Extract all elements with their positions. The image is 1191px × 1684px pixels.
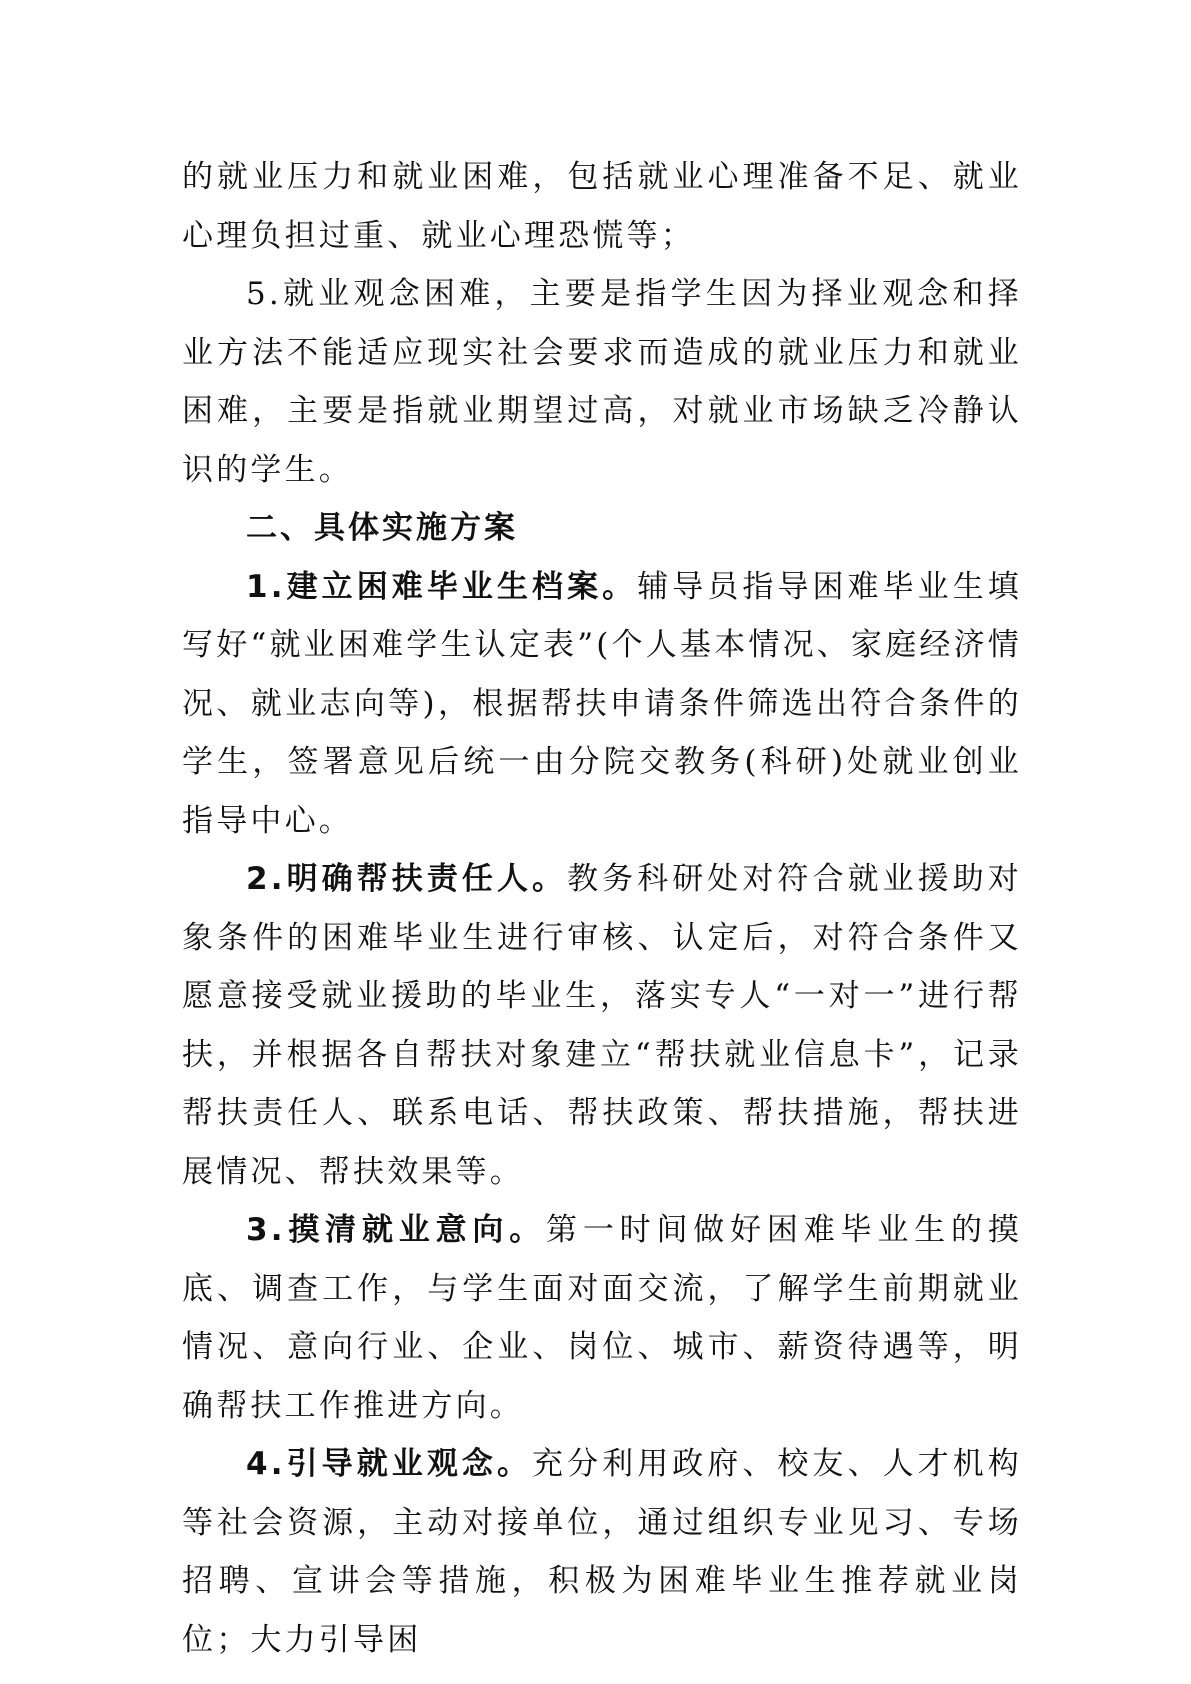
step-4-body: 充分利用政府、校友、人才机构等社会资源，主动对接单位，通过组织专业见习、专场招聘、宣讲会等措施，积极为困难毕业生推荐就业岗位；大力引导困 — [182, 1446, 1022, 1658]
paragraph-item-5: 5.就业观念困难，主要是指学生因为择业观念和择业方法不能适应现实社会要求而造成的就业压力和就业困难，主要是指就业期望过高，对就业市场缺乏冷静认识的学生。 — [182, 276, 1022, 488]
step-3-body: 第一时间做好困难毕业生的摸底、调查工作，与学生面对面交流，了解学生前期就业情况、意向行业、企业、岗位、城市、薪资待遇等，明确帮扶工作推进方向。 — [182, 1212, 1022, 1424]
step-1-title: 1.建立困难毕业生档案。 — [246, 568, 638, 605]
step-1-body: 辅导员指导困难毕业生填写好“就业困难学生认定表”(个人基本情况、家庭经济情况、就业志向等)，根据帮扶申请条件筛选出符合条件的学生，签署意见后统一由分院交教务(科研)处就业创业指导中心。 — [182, 568, 1022, 839]
document-body — [182, 148, 1022, 1669]
step-3-title: 3.摸清就业意向。 — [246, 1212, 547, 1248]
step-2-body: 教务科研处对符合就业援助对象条件的困难毕业生进行审核、认定后，对符合条件又愿意接受就业援助的毕业生，落实专人“一对一”进行帮扶，并根据各自帮扶对象建立“帮扶就业信息卡”，记录帮扶责任人、联系电话、帮扶政策、帮扶措施，帮扶进展情况、帮扶效果等。 — [182, 861, 1022, 1190]
step-4-title: 4.引导就业观念。 — [246, 1446, 533, 1482]
paragraph-step-1 — [182, 558, 1022, 851]
paragraph-step-2 — [182, 850, 1022, 1201]
paragraph-step-3 — [182, 1201, 1022, 1435]
section-heading: 二、具体实施方案 — [246, 510, 518, 546]
step-2-title: 2.明确帮扶责任人。 — [246, 861, 568, 897]
paragraph-continuation: 的就业压力和就业困难，包括就业心理准备不足、就业心理负担过重、就业心理恐慌等； — [182, 159, 1022, 254]
paragraph-step-4 — [182, 1435, 1022, 1669]
